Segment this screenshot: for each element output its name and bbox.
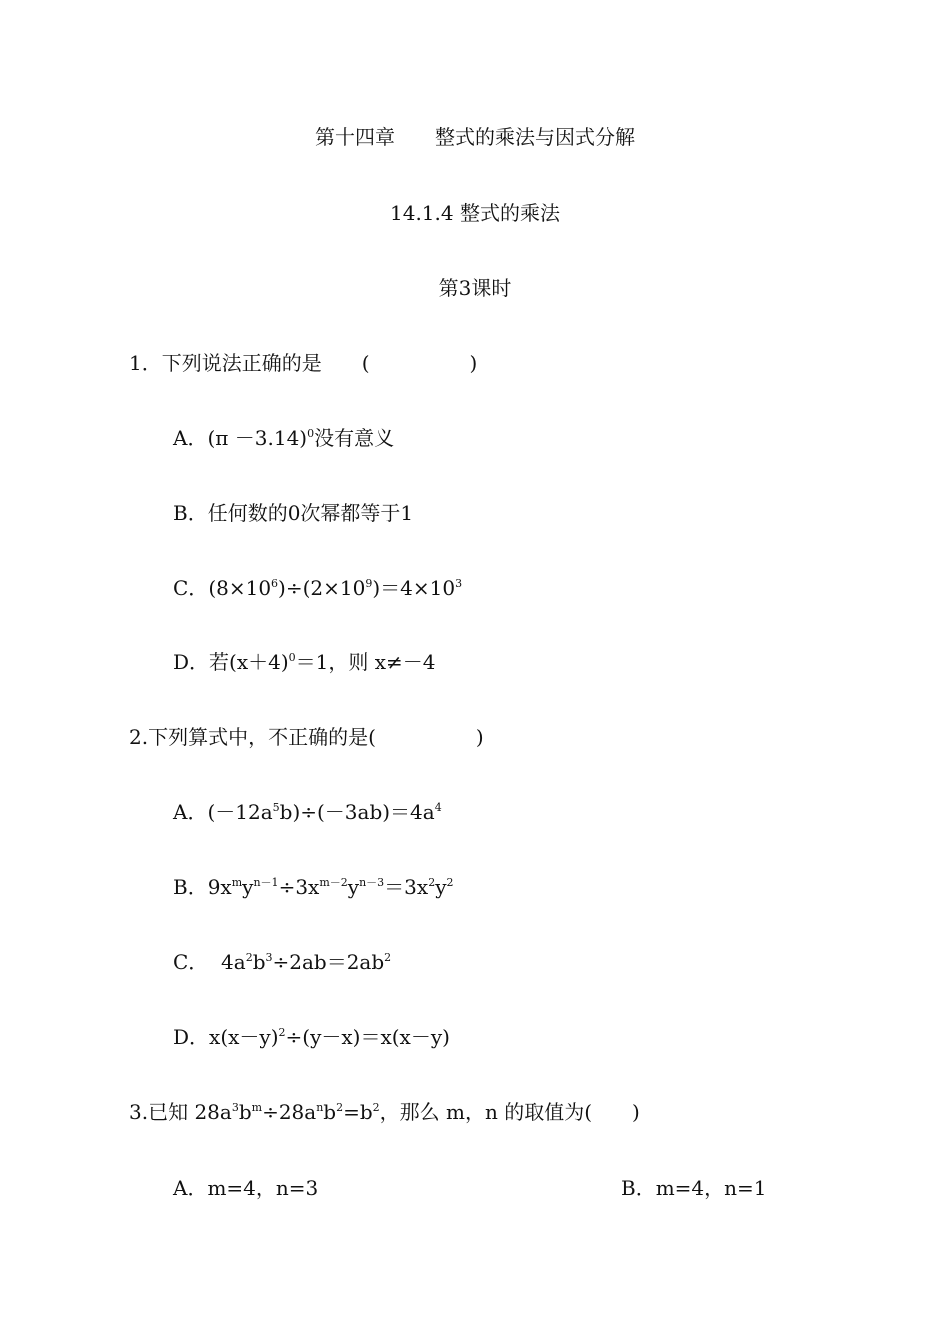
option-text: (8×10: [208, 576, 272, 600]
option-text: )＝4×10: [372, 576, 456, 600]
lesson-title: 第3课时: [438, 276, 512, 300]
option-text: ÷(y－x)＝x(x－y): [285, 1025, 450, 1049]
superscript: 2: [446, 876, 454, 889]
superscript: n－3: [359, 876, 385, 889]
stem-text: ÷28a: [262, 1100, 317, 1124]
superscript: 2: [245, 951, 253, 964]
option-text: y: [435, 875, 447, 899]
superscript: 3: [265, 951, 273, 964]
question-1-option-a: [173, 425, 394, 451]
superscript: 6: [271, 577, 279, 590]
superscript: 2: [384, 951, 392, 964]
option-text: 若(x＋4): [209, 650, 289, 674]
superscript: n－1: [253, 876, 279, 889]
option-text: b: [252, 950, 266, 974]
option-text: )÷(2×10: [278, 576, 366, 600]
option-text: y: [347, 875, 360, 899]
question-2-option-b: [173, 874, 454, 900]
question-3-stem: [129, 1099, 640, 1125]
option-text: ＝3x: [384, 875, 429, 899]
superscript: 3: [231, 1101, 239, 1114]
option-text: (π －3.14): [207, 426, 308, 450]
superscript: n: [316, 1101, 324, 1114]
stem-text: b: [238, 1100, 252, 1124]
option-text: 9x: [207, 875, 232, 899]
option-text: y: [242, 875, 254, 899]
superscript: 0: [307, 427, 315, 440]
option-text: 任何数的0次幂都等于1: [207, 501, 414, 525]
stem-text: =b: [343, 1100, 373, 1124]
superscript: 2: [336, 1101, 344, 1114]
question-2-option-c: [173, 949, 391, 975]
question-3-option-a: [173, 1175, 318, 1201]
question-2-option-a: [173, 799, 442, 825]
superscript: 0: [288, 651, 296, 664]
superscript: 4: [434, 801, 442, 814]
stem-text: b: [323, 1100, 337, 1124]
question-1-option-b: [173, 500, 413, 526]
question-3-option-b: [621, 1175, 767, 1201]
superscript: 2: [278, 1026, 286, 1039]
superscript: m: [251, 1101, 263, 1114]
question-2-stem: 2.下列算式中，不正确的是( ): [129, 725, 484, 749]
superscript: 2: [372, 1101, 380, 1114]
superscript: 5: [272, 801, 280, 814]
option-label: B．: [173, 875, 208, 899]
option-text: 4a: [208, 950, 246, 974]
option-text: x(x－y): [209, 1025, 279, 1049]
question-1-option-c: [173, 575, 462, 601]
option-text: 没有意义: [314, 426, 395, 450]
superscript: 2: [428, 876, 436, 889]
section-title: 14.1.4 整式的乘法: [390, 201, 560, 225]
question-1-option-d: [173, 649, 436, 675]
stem-text: ，那么 m，n 的取值为( ): [379, 1100, 640, 1124]
option-label: B．: [173, 501, 208, 525]
option-label: A．: [173, 426, 208, 450]
option-label: D．: [173, 1025, 210, 1049]
superscript: 3: [455, 577, 463, 590]
option-text: m=4，n=1: [655, 1176, 767, 1200]
option-text: ＝1，则 x≠－4: [295, 650, 436, 674]
option-text: m=4，n=3: [207, 1176, 319, 1200]
superscript: 9: [365, 577, 373, 590]
option-text: b)÷(－3ab)＝4a: [279, 800, 435, 824]
superscript: m－2: [319, 876, 348, 889]
question-2-option-d: [173, 1024, 450, 1050]
superscript: m: [231, 876, 243, 889]
stem-text: 3.已知 28a: [129, 1100, 232, 1124]
question-1-stem: 1．下列说法正确的是 ( ): [129, 351, 478, 375]
option-label: A．: [173, 800, 208, 824]
option-text: (－12a: [207, 800, 273, 824]
option-label: B．: [621, 1176, 656, 1200]
option-label: A．: [173, 1176, 208, 1200]
option-label: D．: [173, 650, 210, 674]
option-text: ÷3x: [278, 875, 320, 899]
option-label: C．: [173, 576, 209, 600]
option-text: ÷2ab＝2ab: [272, 950, 385, 974]
option-label: C．: [173, 950, 209, 974]
chapter-title: 第十四章 整式的乘法与因式分解: [315, 125, 635, 149]
